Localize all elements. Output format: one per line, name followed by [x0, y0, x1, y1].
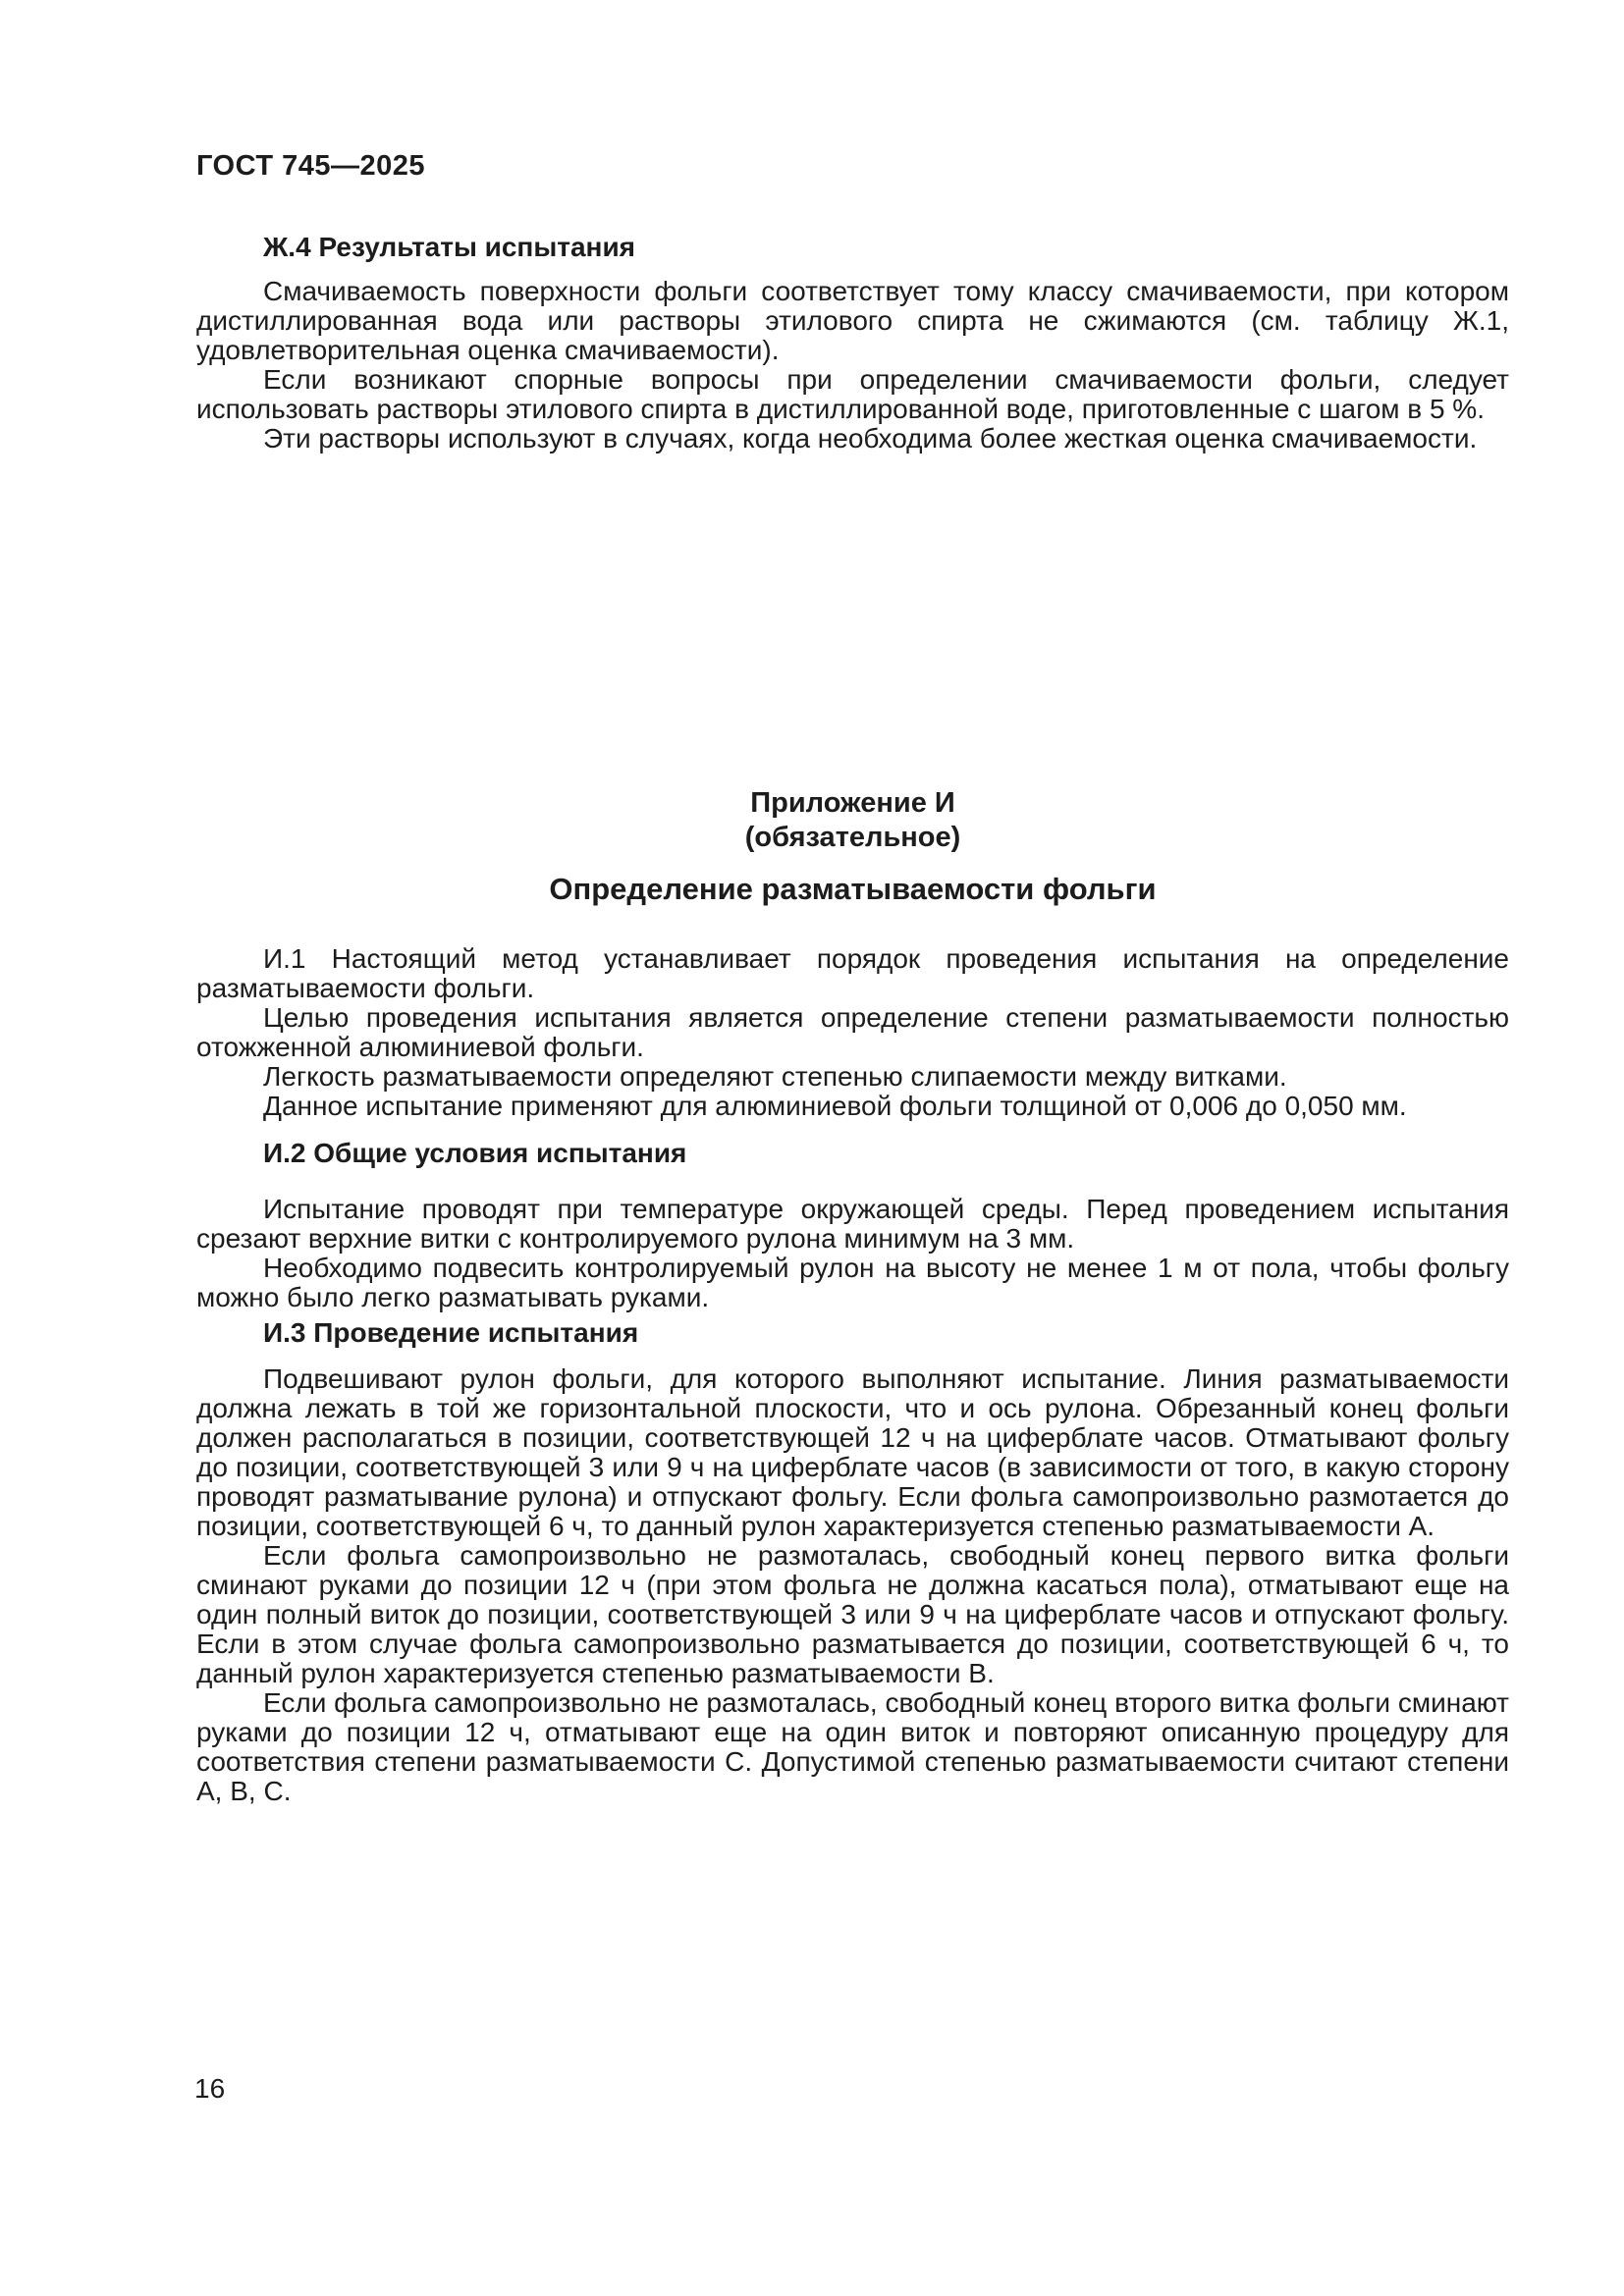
- paragraph: Необходимо подвесить контролируемый рулон на высоту не менее 1 м от пола, чтобы фольгу можно было легко разматывать руками.: [196, 1253, 1509, 1312]
- section-i1-body: [196, 944, 1509, 1121]
- paragraph: И.1 Настоящий метод устанавливает порядок проведения испытания на определение разматываемости фольги.: [196, 943, 1509, 1003]
- section-zh4-body: [196, 277, 1509, 454]
- section-zh4-heading: Ж.4 Результаты испытания: [263, 232, 635, 262]
- paragraph: Эти растворы используют в случаях, когда необходима более жесткая оценка смачиваемости.: [263, 423, 1478, 454]
- section-i3-body: [196, 1364, 1509, 1806]
- paragraph: Целью проведения испытания является определение степени разматываемости полностью отожженной алюминиевой фольги.: [196, 1002, 1509, 1062]
- paragraph: Легкость разматываемости определяют степенью слипаемости между витками.: [263, 1061, 1287, 1092]
- section-i2-body: [196, 1195, 1509, 1312]
- paragraph: Если фольга самопроизвольно не размоталась, свободный конец первого витка фольги сминают руками до позиции 12 ч (при этом фольга не должна касаться пола), отматывают еще на один полный виток до позиции, соответствующей 3 или 9 ч на циферблате часов и отпускают фольгу. Если в этом случае фольга самопроизвольно разматывается до позиции, соответствующей 6 ч, то данный рулон характеризуется степенью разматываемости В.: [196, 1540, 1509, 1688]
- appendix-label: Приложение И: [750, 787, 955, 819]
- page-number: 16: [194, 2073, 226, 2104]
- paragraph: Данное испытание применяют для алюминиевой фольги толщиной от 0,006 до 0,050 мм.: [263, 1091, 1407, 1121]
- appendix-heading-block: [196, 786, 1509, 855]
- paragraph: Испытание проводят при температуре окружающей среды. Перед проведением испытания срезают верхние витки с контролируемого рулона минимум на 3 мм.: [196, 1194, 1509, 1254]
- standard-number-header: ГОСТ 745—2025: [196, 150, 426, 182]
- appendix-title: Определение разматываемости фольги: [549, 872, 1157, 906]
- appendix-obligation: (обязательное): [744, 822, 961, 853]
- paragraph: Если фольга самопроизвольно не размоталась, свободный конец второго витка фольги сминают руками до позиции 12 ч, отматывают еще на один виток и повторяют описанную процедуру для соответствия степени разматываемости С. Допустимой степенью разматываемости считают степени А, В, С.: [196, 1687, 1509, 1806]
- paragraph: Подвешивают рулон фольги, для которого выполняют испытание. Линия разматываемости должна лежать в той же горизонтальной плоскости, что и ось рулона. Обрезанный конец фольги должен располагаться в позиции, соответствующей 12 ч на циферблате часов. Отматывают фольгу до позиции, соответствующей 3 или 9 ч на циферблате часов (в зависимости от того, в какую сторону проводят разматывание рулона) и отпускают фольгу. Если фольга самопроизвольно размотается до позиции, соответствующей 6 ч, то данный рулон характеризуется степенью разматываемости А.: [196, 1363, 1509, 1541]
- paragraph: Если возникают спорные вопросы при определении смачиваемости фольги, следует использовать растворы этилового спирта в дистиллированной воде, приготовленные с шагом в 5 %.: [196, 364, 1509, 424]
- section-i3-heading: И.3 Проведение испытания: [263, 1317, 639, 1348]
- section-i2-heading: И.2 Общие условия испытания: [263, 1138, 687, 1168]
- paragraph: Смачиваемость поверхности фольги соответствует тому классу смачиваемости, при котором дистиллированная вода или растворы этилового спирта не сжимаются (см. таблицу Ж.1, удовлетворительная оценка смачиваемости).: [196, 276, 1509, 365]
